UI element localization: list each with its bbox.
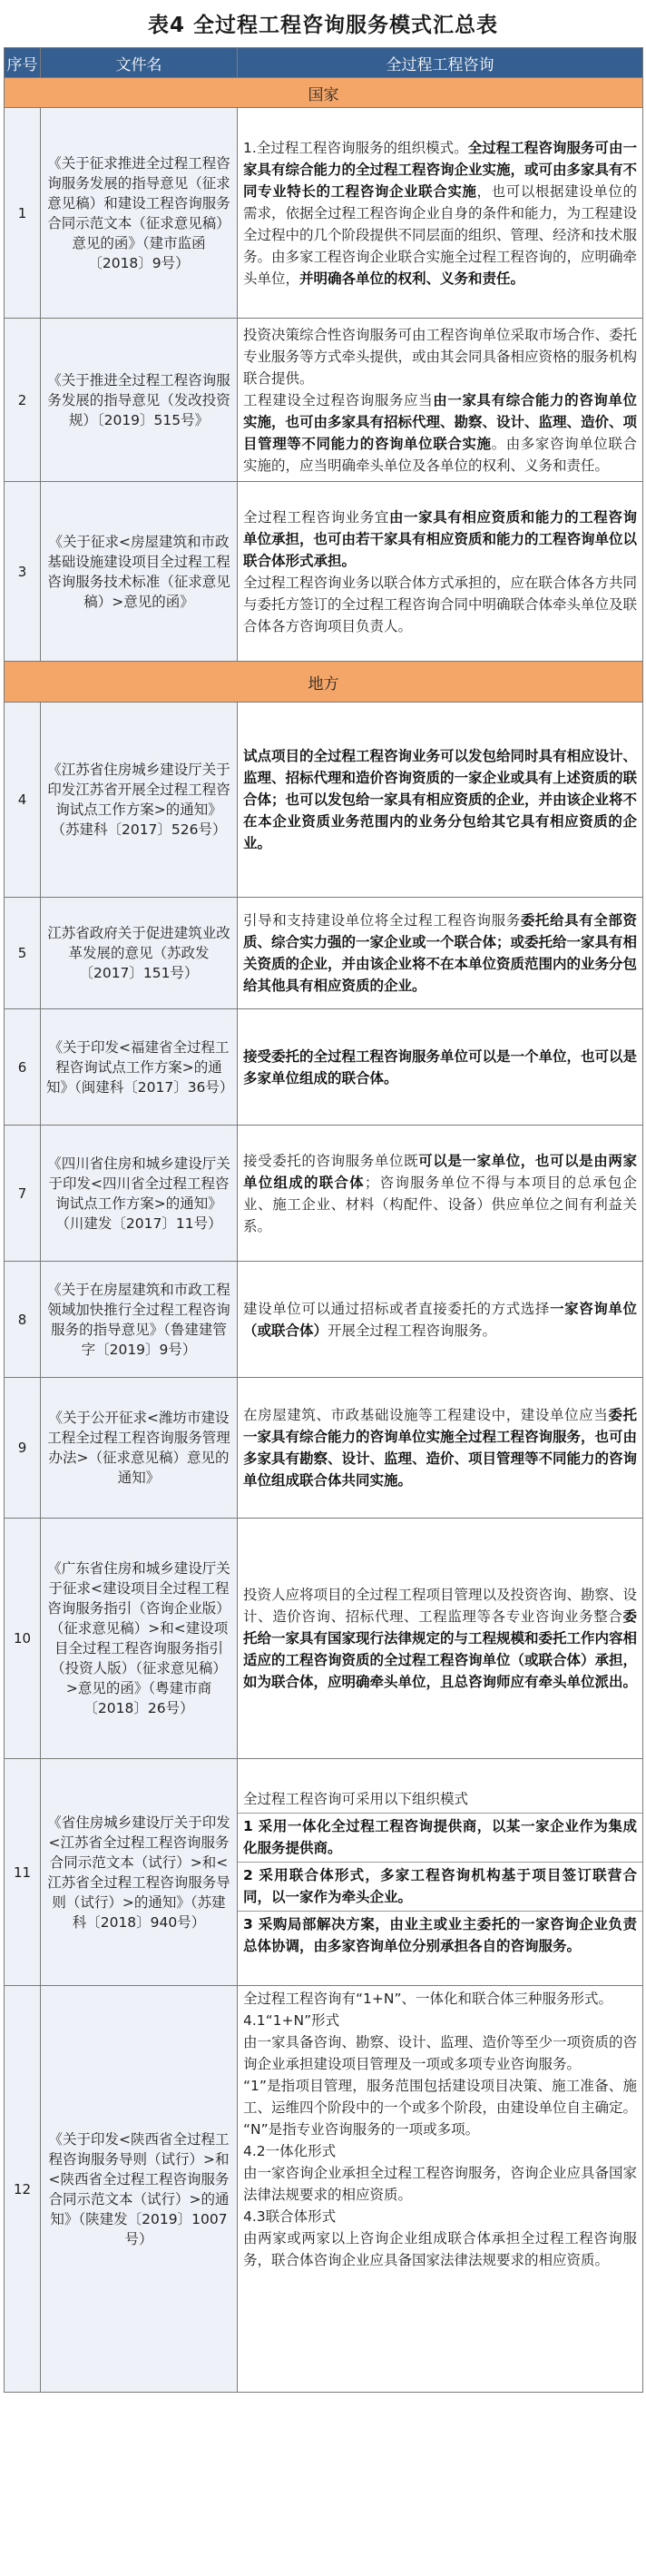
body-text: ；咨询服务单位不得与本项目的总承包企业、施工企业、材料（构配件、设备）供应单位之间有利益关系。 [243, 1174, 637, 1234]
body-text: 全过程工程咨询可采用以下组织模式 [243, 1790, 469, 1807]
emphasis-text: 委托给一家具有国家现行法律规定的与工程规模和委托工作内容相适应的工程咨询资质的全过程工程咨询单位（或联合体）承担，如为联合体，应明确牵头单位，且总咨询师应有牵头单位派出。 [243, 1608, 638, 1690]
body-text: 开展全过程工程咨询服务。 [328, 1322, 497, 1339]
consulting-mode-text [238, 898, 643, 1009]
content-paragraph [243, 909, 637, 997]
body-text: 4.2一体化形式 [243, 2143, 337, 2159]
column-header-consult: 全过程工程咨询 [238, 48, 643, 78]
consulting-mode-text [238, 108, 643, 319]
content-paragraph [243, 2206, 637, 2227]
content-paragraph [243, 2227, 637, 2271]
row-number: 12 [5, 1986, 41, 2393]
body-text: 工程建设全过程咨询服务应当 [243, 391, 434, 408]
table-row [5, 1759, 643, 1986]
body-text: “N”是指专业咨询服务的一项或多项。 [243, 2121, 480, 2138]
document-name: 《关于印发<福建省全过程工程咨询试点工作方案>的通知》（闽建科〔2017〕36号） [41, 1009, 238, 1126]
content-paragraph [243, 2119, 637, 2140]
table-row [5, 1378, 643, 1519]
paragraph-divider [238, 1862, 642, 1863]
content-paragraph [243, 1988, 637, 2010]
table-row [5, 319, 643, 482]
body-text: 全过程工程咨询业务宜 [243, 508, 389, 526]
document-name: 《四川省住房和城乡建设厅关于印发<四川省全过程工程咨询试点工作方案>的通知》（川建发〔2017〕11号） [41, 1126, 238, 1262]
content-paragraph [243, 1404, 637, 1491]
emphasis-text: 全过程工程咨询服务可由一家具有综合能力的全过程工程咨询企业实施，或可由多家具有不同专业特长的工程咨询企业联合实施 [243, 139, 638, 200]
document-name: 《江苏省住房城乡建设厅关于印发江苏省开展全过程工程咨询试点工作方案>的通知》（苏建科〔2017〕526号） [41, 703, 238, 898]
table-row [5, 1986, 643, 2393]
table-row [5, 1009, 643, 1126]
content-paragraph [243, 2010, 637, 2031]
row-number: 4 [5, 703, 41, 898]
row-number: 9 [5, 1378, 41, 1519]
consulting-mode-text [238, 1126, 643, 1262]
row-number: 2 [5, 319, 41, 482]
body-text: 由一家具备咨询、勘察、设计、监理、造价等至少一项资质的咨询企业承担建设项目管理及一项或多项专业咨询服务。 [243, 2034, 638, 2072]
body-text: “1”是指项目管理，服务范围包括建设项目决策、施工准备、施工、运维四个阶段中的一个或多个阶段，由建设单位自主确定。 [243, 2078, 638, 2116]
content-paragraph [243, 137, 637, 290]
paragraph-divider [238, 1813, 642, 1814]
body-text: 投资人应将项目的全过程工程项目管理以及投资咨询、勘察、设计、造价咨询、招标代理、工程监理等各专业咨询业务整合 [243, 1587, 638, 1625]
body-text: 1.全过程工程咨询服务的组织模式。 [243, 139, 468, 156]
document-name: 《关于征求<房屋建筑和市政基础设施建设项目全过程工程咨询服务技术标准（征求意见稿）>意见的函》 [41, 482, 238, 662]
table-row [5, 108, 643, 319]
body-text: 建设单位可以通过招标或者直接委托的方式选择 [243, 1300, 550, 1317]
body-text: 全过程工程咨询业务以联合体方式承担的，应在联合体各方共同与委托方签订的全过程工程咨询合同中明确联合体牵头单位及联合体各方咨询项目负责人。 [243, 574, 638, 634]
body-text: 接受委托的咨询服务单位既 [243, 1152, 419, 1169]
emphasis-text: 接受委托的全过程工程咨询服务单位可以是一个单位，也可以是多家单位组成的联合体。 [243, 1047, 638, 1086]
section-row-local [5, 662, 643, 703]
emphasis-text: 由一家具有综合能力的咨询单位实施，也可由多家具有招标代理、勘察、设计、监理、造价、项目管理等不同能力的咨询单位联合实施 [243, 391, 638, 452]
document-name: 《关于推进全过程工程咨询服务发展的指导意见（发改投资规）〔2019〕515号》 [41, 319, 238, 482]
body-text: 4.3联合体形式 [243, 2208, 337, 2225]
row-number: 11 [5, 1759, 41, 1986]
emphasis-text: 并明确各单位的权利、义务和责任。 [299, 270, 525, 287]
table-row [5, 1126, 643, 1262]
row-number: 7 [5, 1126, 41, 1262]
section-row-national [5, 78, 643, 108]
body-text: 投资决策综合性咨询服务可由工程咨询单位采取市场合作、委托专业服务等方式牵头提供，或由其会同具备相应资格的服务机构联合提供。 [243, 326, 638, 387]
content-paragraph [243, 572, 637, 637]
table-row [5, 1519, 643, 1759]
content-paragraph [243, 324, 637, 389]
document-name: 《关于征求推进全过程工程咨询服务发展的指导意见（征求意见稿）和建设工程咨询服务合同示范文本（征求意见稿）意见的函》（建市监函〔2018〕9号） [41, 108, 238, 319]
document-name: 《省住房城乡建设厅关于印发<江苏省全过程工程咨询服务合同示范文本（试行）>和<江苏省全过程工程咨询服务导则（试行）>的通知》（苏建科〔2018〕940号） [41, 1759, 238, 1986]
consulting-mode-text [238, 319, 643, 482]
row-number: 1 [5, 108, 41, 319]
body-text: 。由多家咨询单位联合实施的，应当明确牵头单位及各单位的权利、义务和责任。 [243, 435, 637, 474]
emphasis-text: 一家咨询单位（或联合体） [243, 1300, 637, 1339]
emphasis-text: 可以是一家单位，也可以是由两家单位组成的联合体 [243, 1152, 637, 1191]
content-paragraph [243, 1298, 637, 1342]
content-paragraph [243, 1046, 637, 1089]
column-header-file: 文件名 [41, 48, 238, 78]
content-paragraph [243, 2075, 637, 2119]
emphasis-text: 试点项目的全过程工程咨询业务可以发包给同时具有相应设计、监理、招标代理和造价咨询资质的一家企业或具有上述资质的联合体；也可以发包给一家具有相应资质的企业，并由该企业将不在本企业资质业务范围内的业务分包给其它具有相应资质的企业。 [243, 748, 638, 851]
content-paragraph [243, 506, 637, 572]
emphasis-text: 3 采购局部解决方案，由业主或业主委托的一家咨询企业负责总体协调，由多家咨询单位分别承担各自的咨询服务。 [243, 1915, 637, 1954]
row-number: 6 [5, 1009, 41, 1126]
document-name: 江苏省政府关于促进建筑业改革发展的意见（苏政发〔2017〕151号） [41, 898, 238, 1009]
document-name: 《关于印发<陕西省全过程工程咨询服务导则（试行）>和<陕西省全过程工程咨询服务合同示范文本（试行）>的通知》（陕建发〔2019〕1007号） [41, 1986, 238, 2393]
content-paragraph [243, 1584, 637, 1693]
table-header-row [5, 48, 643, 78]
content-paragraph [243, 1815, 637, 1859]
body-text: ，也可以根据建设单位的需求，依据全过程工程咨询企业自身的条件和能力，为工程建设全过程中的几个阶段提供不同层面的组织、管理、经济和技术服务。由多家工程咨询企业联合实施全过程工程咨询的，应明确牵头单位， [243, 182, 638, 287]
content-paragraph [243, 2162, 637, 2206]
content-paragraph [243, 1788, 637, 1810]
document-name: 《关于公开征求<潍坊市建设工程全过程工程咨询服务管理办法>（征求意见稿）意见的通知》 [41, 1378, 238, 1519]
content-paragraph [243, 389, 637, 477]
content-paragraph [243, 1913, 637, 1957]
section-label-local: 地方 [5, 662, 643, 703]
content-paragraph [243, 1864, 637, 1908]
table-title: 表4 全过程工程咨询服务模式汇总表 [147, 14, 498, 37]
content-paragraph [243, 745, 637, 854]
body-text: 在房屋建筑、市政基础设施等工程建设中，建设单位应当 [243, 1407, 609, 1423]
consulting-mode-text [238, 1986, 643, 2393]
document-name: 《广东省住房和城乡建设厅关于征求<建设项目全过程工程咨询服务指引（咨询企业版）（征求意见稿）>和<建设项目全过程工程咨询服务指引（投资人版）（征求意见稿）>意见的函》（粤建市商〔2018〕26号） [41, 1519, 238, 1759]
table-row [5, 703, 643, 898]
consulting-mode-text [238, 482, 643, 662]
body-text: 4.1“1+N”形式 [243, 2012, 340, 2029]
section-label-national: 国家 [5, 78, 643, 108]
table-row [5, 482, 643, 662]
body-text: 由两家或两家以上咨询企业组成联合体承担全过程工程咨询服务，联合体咨询企业应具备国家法律法规要求的相应资质。 [243, 2230, 637, 2268]
table-row [5, 1262, 643, 1378]
table-row [5, 898, 643, 1009]
consulting-mode-text [238, 1519, 643, 1759]
row-number: 8 [5, 1262, 41, 1378]
row-number: 10 [5, 1519, 41, 1759]
body-text: 引导和支持建设单位将全过程工程咨询服务 [243, 912, 521, 929]
document-name: 《关于在房屋建筑和市政工程领域加快推行全过程工程咨询服务的指导意见》（鲁建建管字〔2019〕9号） [41, 1262, 238, 1378]
body-text: 由一家咨询企业承担全过程工程咨询服务，咨询企业应具备国家法律法规要求的相应资质。 [243, 2165, 638, 2203]
content-paragraph [243, 2140, 637, 2162]
consulting-mode-text [238, 1262, 643, 1378]
row-number: 5 [5, 898, 41, 1009]
emphasis-text: 委托一家具有综合能力的咨询单位实施全过程工程咨询服务，也可由多家具有勘察、设计、监理、造价、项目管理等不同能力的咨询单位组成联合体共同实施。 [243, 1407, 638, 1489]
consulting-mode-text [238, 1378, 643, 1519]
content-paragraph [243, 2031, 637, 2075]
paragraph-divider [238, 1911, 642, 1912]
consulting-mode-text [238, 703, 643, 898]
emphasis-text: 由一家具有相应资质和能力的工程咨询单位承担，也可由若干家具有相应资质和能力的工程咨询单位以联合体形式承担。 [243, 508, 638, 569]
consulting-mode-text [238, 1759, 643, 1986]
emphasis-text: 2 采用联合体形式，多家工程咨询机构基于项目签订联营合同，以一家作为牵头企业。 [243, 1866, 637, 1905]
summary-table [4, 47, 643, 2393]
body-text: 全过程工程咨询有“1+N”、一体化和联合体三种服务形式。 [243, 1991, 613, 2007]
column-header-no: 序号 [5, 48, 41, 78]
emphasis-text: 委托给具有全部资质、综合实力强的一家企业或一个联合体；或委托给一家具有相关资质的企业，并由该企业将不在本单位资质范围内的业务分包给其他具有相应资质的企业。 [243, 912, 638, 994]
emphasis-text: 1 采用一体化全过程工程咨询提供商，以某一家企业作为集成化服务提供商。 [243, 1817, 637, 1856]
row-number: 3 [5, 482, 41, 662]
consulting-mode-text [238, 1009, 643, 1126]
content-paragraph [243, 1150, 637, 1237]
